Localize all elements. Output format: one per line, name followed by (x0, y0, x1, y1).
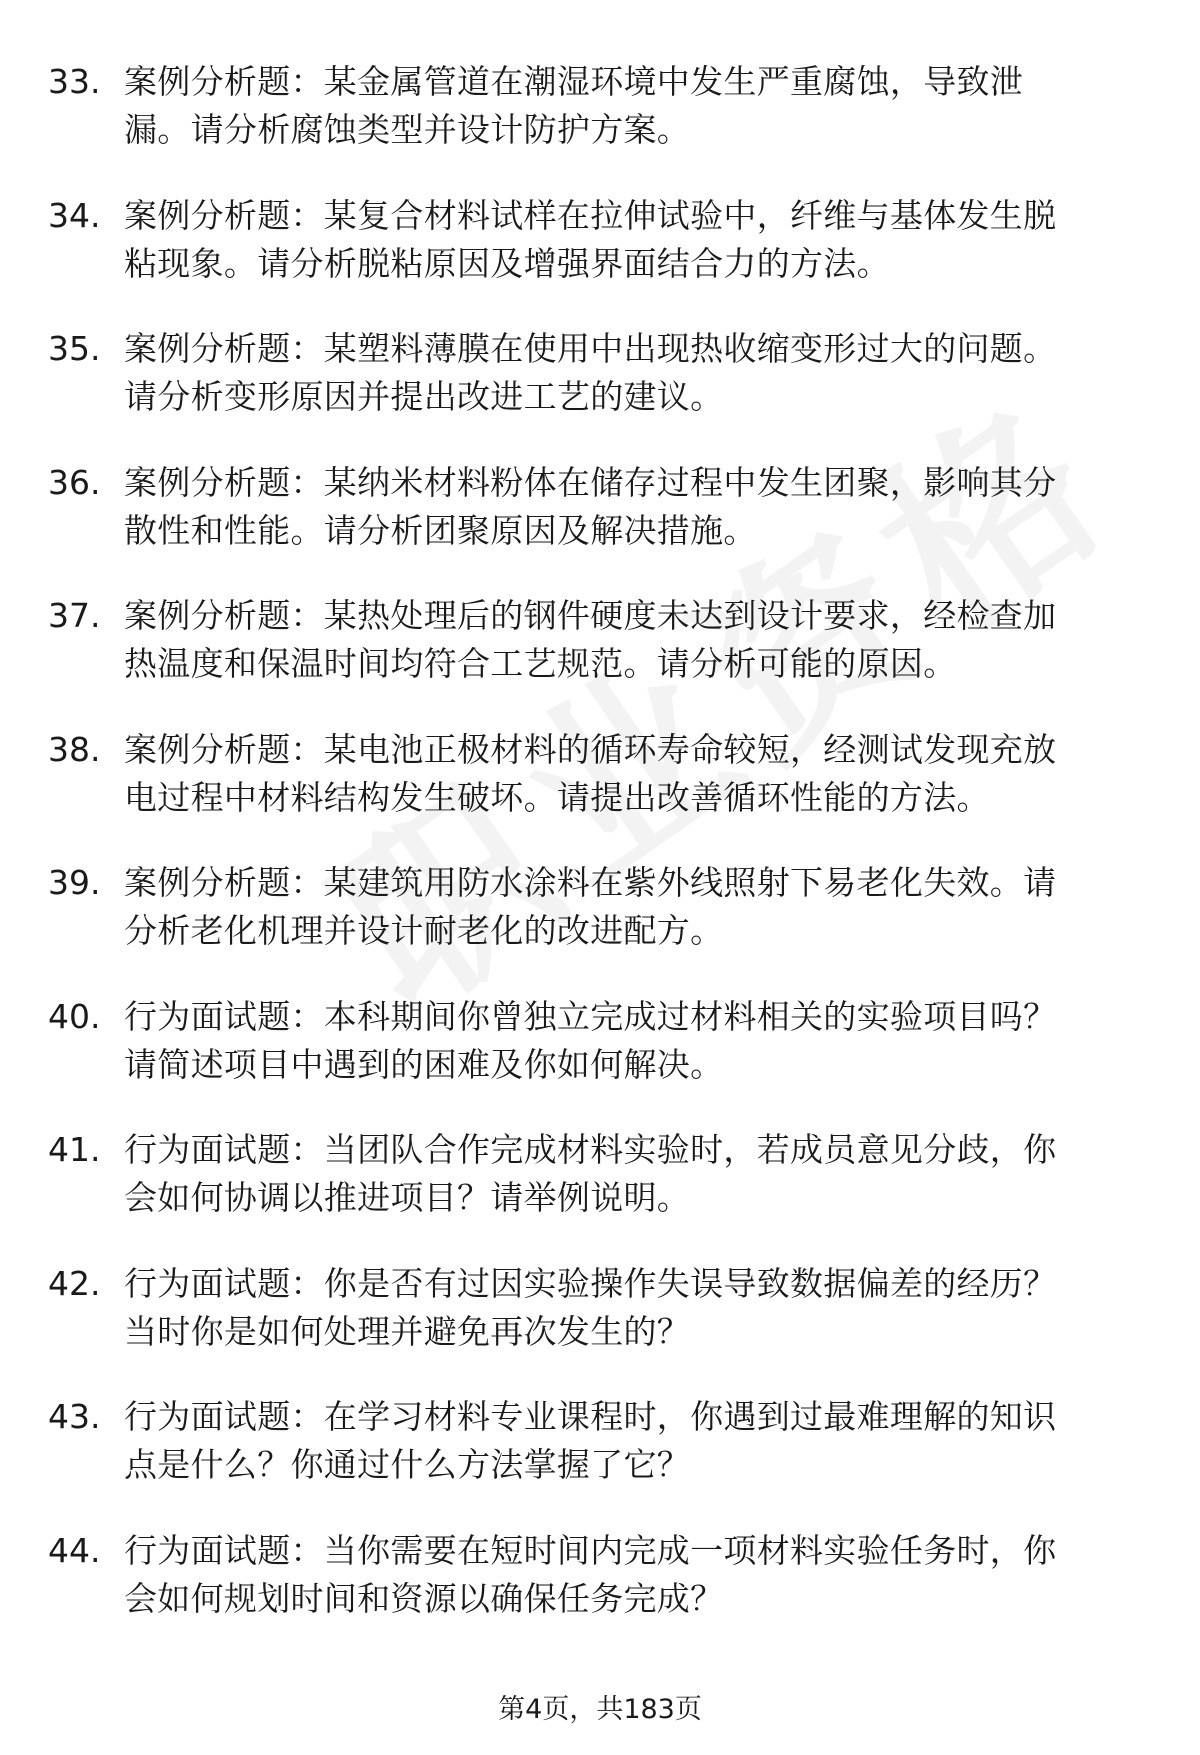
question-number: 40. (48, 996, 101, 1036)
question-text (124, 1393, 1158, 1489)
page-footer: 第4页，共183页 (498, 1694, 702, 1725)
question-number: 39. (48, 863, 101, 902)
list-item (48, 1393, 1158, 1527)
question-line: 行为面试题：在学习材料专业课程时，你遇到过最难理解的知识 (124, 1397, 1057, 1436)
question-text (124, 859, 1158, 955)
question-number: 34. (48, 195, 101, 235)
question-line: 热温度和保温时间均符合工艺规范。请分析可能的原因。 (124, 644, 957, 683)
question-line: 请分析变形原因并提出改进工艺的建议。 (124, 377, 724, 416)
question-line: 案例分析题：某金属管道在潮湿环境中发生严重腐蚀，导致泄 (124, 62, 1024, 101)
question-text (124, 58, 1158, 154)
question-list (48, 58, 1158, 1660)
question-line: 案例分析题：某热处理后的钢件硬度未达到设计要求，经检查加 (124, 596, 1057, 635)
list-item (48, 325, 1158, 459)
question-text (124, 192, 1158, 288)
question-line: 案例分析题：某建筑用防水涂料在紫外线照射下易老化失效。请 (124, 863, 1057, 902)
question-number: 38. (48, 729, 101, 769)
question-line: 案例分析题：某电池正极材料的循环寿命较短，经测试发现充放 (124, 729, 1057, 769)
question-line: 粘现象。请分析脱粘原因及增强界面结合力的方法。 (124, 243, 890, 283)
question-number: 43. (48, 1397, 101, 1436)
question-line: 行为面试题：当你需要在短时间内完成一项材料实验任务时，你 (124, 1530, 1057, 1570)
question-line: 行为面试题：当团队合作完成材料实验时，若成员意见分歧，你 (124, 1130, 1057, 1169)
question-text (124, 1126, 1158, 1222)
question-line: 案例分析题：某复合材料试样在拉伸试验中，纤维与基体发生脱 (124, 195, 1057, 235)
question-line: 行为面试题：你是否有过因实验操作失误导致数据偏差的经历？ (124, 1263, 1057, 1303)
question-line: 电过程中材料结构发生破坏。请提出改善循环性能的方法。 (124, 777, 990, 817)
question-line: 散性和性能。请分析团聚原因及解决措施。 (124, 510, 757, 550)
list-item (48, 1260, 1158, 1394)
list-item (48, 459, 1158, 593)
question-number: 44. (48, 1530, 101, 1570)
question-line: 分析老化机理并设计耐老化的改进配方。 (124, 911, 724, 950)
question-number: 37. (48, 596, 101, 635)
list-item (48, 859, 1158, 993)
question-number: 36. (48, 462, 101, 502)
question-text (124, 726, 1158, 822)
question-line: 当时你是如何处理并避免再次发生的？ (124, 1311, 691, 1351)
question-text (124, 325, 1158, 421)
question-line: 会如何规划时间和资源以确保任务完成？ (124, 1578, 724, 1618)
list-item (48, 1527, 1158, 1661)
question-line: 漏。请分析腐蚀类型并设计防护方案。 (124, 110, 691, 149)
list-item (48, 592, 1158, 726)
question-text (124, 459, 1158, 555)
question-line: 行为面试题：本科期间你曾独立完成过材料相关的实验项目吗？ (124, 996, 1057, 1036)
question-text (124, 993, 1158, 1089)
question-line: 案例分析题：某塑料薄膜在使用中出现热收缩变形过大的问题。 (124, 329, 1057, 368)
question-number: 42. (48, 1263, 101, 1303)
question-text (124, 1260, 1158, 1356)
question-line: 点是什么？你通过什么方法掌握了它？ (124, 1445, 691, 1484)
question-number: 33. (48, 62, 101, 101)
question-line: 会如何协调以推进项目？请举例说明。 (124, 1178, 691, 1217)
question-number: 35. (48, 329, 101, 368)
question-line: 请简述项目中遇到的困难及你如何解决。 (124, 1044, 724, 1084)
list-item (48, 1126, 1158, 1260)
question-line: 案例分析题：某纳米材料粉体在储存过程中发生团聚，影响其分 (124, 462, 1057, 502)
list-item (48, 726, 1158, 860)
list-item (48, 58, 1158, 192)
list-item (48, 192, 1158, 326)
question-text (124, 1527, 1158, 1623)
question-text (124, 592, 1158, 688)
question-number: 41. (48, 1130, 101, 1169)
list-item (48, 993, 1158, 1127)
